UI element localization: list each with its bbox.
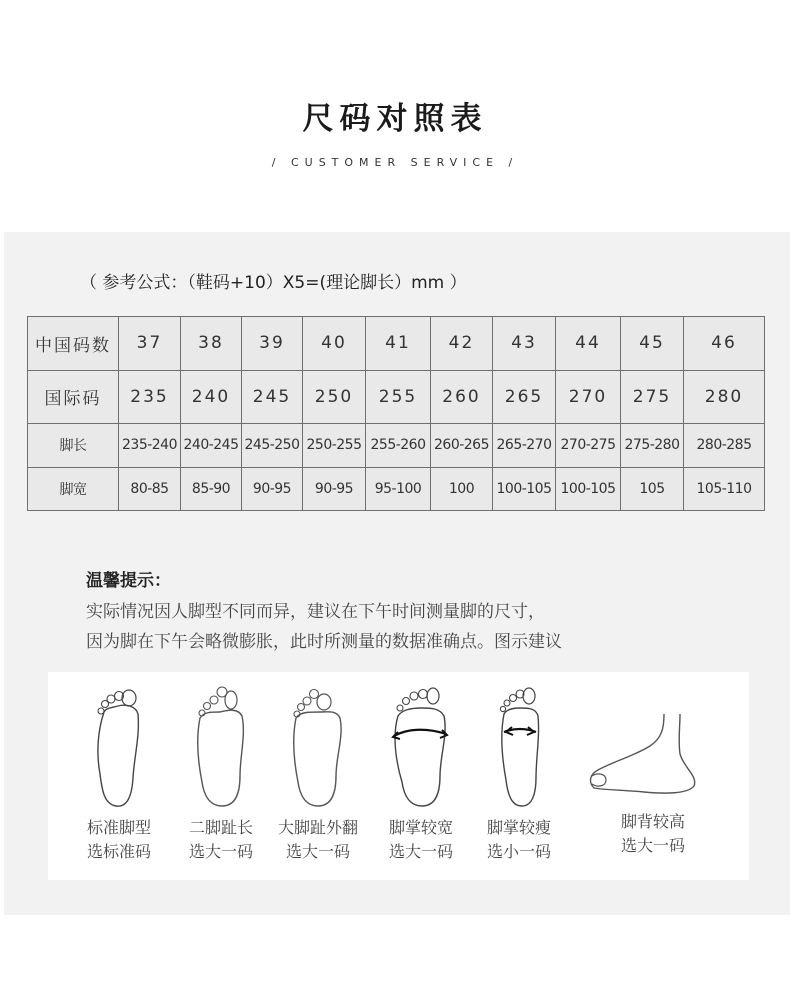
- row-header: 脚宽: [28, 467, 119, 510]
- table-cell: 38: [181, 317, 242, 371]
- page-header: [0, 0, 790, 232]
- foot-caption: [76, 816, 162, 864]
- table-cell: 39: [242, 317, 303, 371]
- table-cell: 270-275: [556, 424, 621, 467]
- table-cell: 265-270: [493, 424, 556, 467]
- table-row: [28, 424, 765, 467]
- foot-caption: [608, 810, 698, 858]
- table-cell: 260-265: [431, 424, 493, 467]
- caption-line: 选小一码: [486, 842, 551, 861]
- table-cell: 90-95: [303, 467, 366, 510]
- table-cell: 270: [556, 370, 621, 424]
- tips-line: 因为脚在下午会略微膨胀，此时所测量的数据准确点。图示建议: [86, 632, 562, 652]
- row-header: 脚长: [28, 424, 119, 467]
- table-cell: 43: [493, 317, 556, 371]
- long-second-toe-foot-icon: [190, 682, 252, 810]
- caption-line: 脚掌较宽: [388, 818, 453, 837]
- table-cell: 250-255: [303, 424, 366, 467]
- table-cell: 85-90: [181, 467, 242, 510]
- caption-line: 选大一码: [388, 842, 453, 861]
- foot-caption: [176, 816, 266, 864]
- foot-caption: [266, 816, 370, 864]
- table-cell: 44: [556, 317, 621, 371]
- caption-line: 脚背较高: [620, 812, 685, 831]
- caption-line: 选大一码: [620, 836, 685, 855]
- table-cell: 235-240: [119, 424, 181, 467]
- table-cell: 41: [366, 317, 431, 371]
- caption-line: 大脚趾外翻: [277, 818, 358, 837]
- table-cell: 105: [621, 467, 684, 510]
- table-cell: 40: [303, 317, 366, 371]
- bunion-foot-icon: [286, 682, 348, 810]
- formula-note: （ 参考公式：（鞋码+10）X5=(理论脚长）mm ）: [80, 273, 467, 293]
- size-table: [27, 316, 765, 511]
- caption-line: 标准脚型: [86, 818, 151, 837]
- table-row: [28, 370, 765, 424]
- caption-line: 脚掌较瘦: [486, 818, 551, 837]
- table-cell: 255-260: [366, 424, 431, 467]
- table-cell: 80-85: [119, 467, 181, 510]
- table-cell: 245-250: [242, 424, 303, 467]
- caption-line: 选大一码: [188, 842, 253, 861]
- table-cell: 280-285: [684, 424, 765, 467]
- table-cell: 240: [181, 370, 242, 424]
- table-cell: 250: [303, 370, 366, 424]
- table-cell: 265: [493, 370, 556, 424]
- table-cell: 255: [366, 370, 431, 424]
- foot-shape-panel: [48, 672, 749, 880]
- table-cell: 90-95: [242, 467, 303, 510]
- table-row: [28, 467, 765, 510]
- table-cell: 235: [119, 370, 181, 424]
- table-cell: 46: [684, 317, 765, 371]
- table-cell: 100-105: [556, 467, 621, 510]
- table-row: [28, 317, 765, 371]
- high-instep-foot-icon: [584, 710, 704, 800]
- tips-title: 温馨提示：: [86, 571, 171, 591]
- row-header: 中国码数: [28, 317, 119, 371]
- table-cell: 240-245: [181, 424, 242, 467]
- table-cell: 100: [431, 467, 493, 510]
- table-cell: 280: [684, 370, 765, 424]
- narrow-forefoot-icon: [492, 682, 548, 810]
- row-header: 国际码: [28, 370, 119, 424]
- tips-line: 实际情况因人脚型不同而异，建议在下午时间测量脚的尺寸，: [86, 602, 545, 622]
- caption-line: 二脚趾长: [188, 818, 253, 837]
- table-cell: 105-110: [684, 467, 765, 510]
- foot-caption: [376, 816, 466, 864]
- table-cell: 37: [119, 317, 181, 371]
- caption-line: 选大一码: [285, 842, 350, 861]
- table-cell: 275: [621, 370, 684, 424]
- page-subtitle: / CUSTOMER SERVICE /: [271, 156, 519, 169]
- table-cell: 100-105: [493, 467, 556, 510]
- table-cell: 245: [242, 370, 303, 424]
- table-cell: 95-100: [366, 467, 431, 510]
- foot-caption: [474, 816, 564, 864]
- caption-line: 选标准码: [86, 842, 151, 861]
- wide-forefoot-icon: [388, 682, 452, 810]
- table-cell: 260: [431, 370, 493, 424]
- page-title: 尺码对照表: [302, 101, 488, 137]
- table-cell: 275-280: [621, 424, 684, 467]
- table-cell: 45: [621, 317, 684, 371]
- standard-foot-icon: [90, 682, 148, 810]
- table-cell: 42: [431, 317, 493, 371]
